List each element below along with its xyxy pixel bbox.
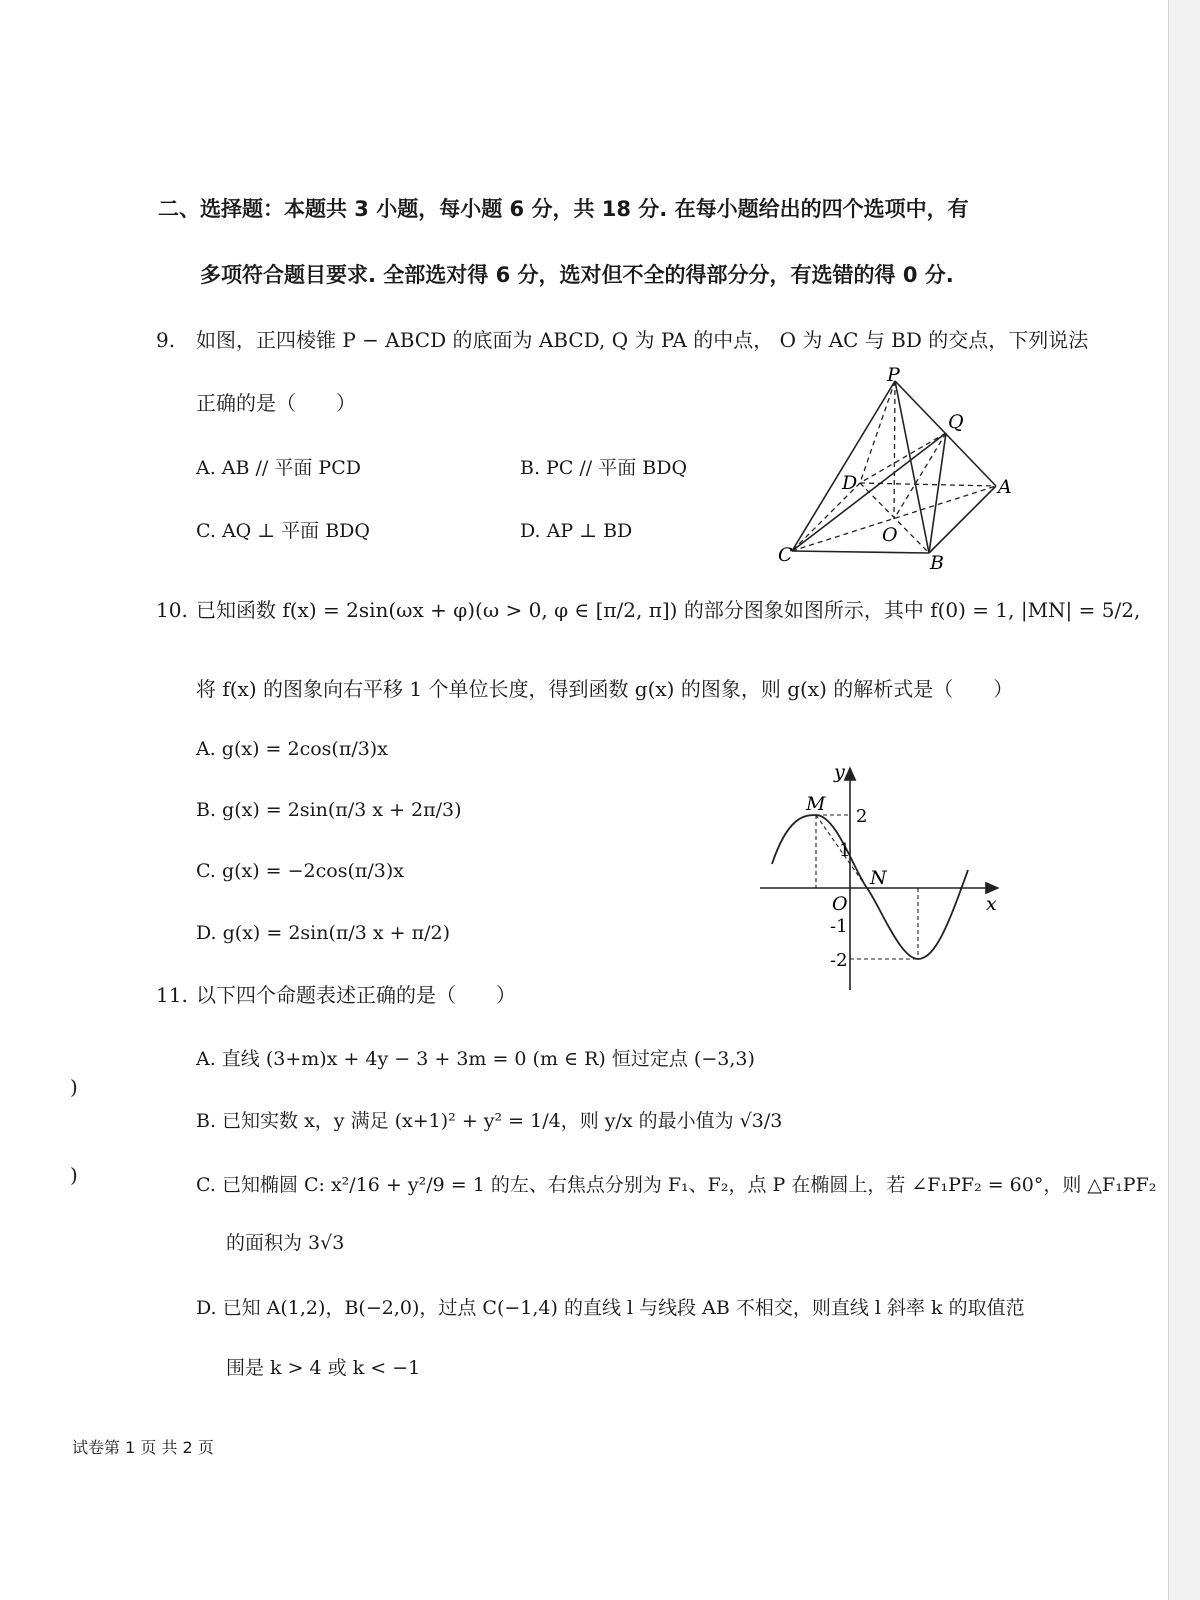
q11-option-b: B. 已知实数 x，y 满足 (x+1)² + y² = 1/4，则 y/x 的最小值为 √3/3 bbox=[196, 1110, 783, 1132]
tick-2: 2 bbox=[856, 806, 868, 827]
q10-option-d: D. g(x) = 2sin(π/3 x + π/2) bbox=[196, 922, 451, 944]
q9-option-b: B. PC // 平面 BDQ bbox=[520, 457, 688, 479]
tick-minus-1: -1 bbox=[830, 916, 848, 937]
label-a: A bbox=[998, 476, 1012, 498]
q11-number: 11. bbox=[156, 983, 188, 1007]
label-n: N bbox=[870, 867, 887, 889]
x-axis-label: x bbox=[986, 893, 997, 915]
sine-graph-figure bbox=[750, 760, 1010, 1000]
label-c: C bbox=[778, 544, 793, 566]
y-axis-label: y bbox=[834, 761, 845, 783]
section-heading-line2: 多项符合题目要求. 全部选对得 6 分，选对但不全的得部分分，有选错的得 0 分. bbox=[200, 263, 954, 287]
label-b: B bbox=[930, 552, 944, 574]
q10-option-c: C. g(x) = −2cos(π/3)x bbox=[196, 860, 404, 882]
pyramid-figure bbox=[770, 365, 1030, 575]
q11-option-c: C. 已知椭圆 C: x²/16 + y²/9 = 1 的左、右焦点分别为 F₁、F₂，点 P 在椭圆上，若 ∠F₁PF₂ = 60°，则 △F₁PF₂ bbox=[196, 1174, 1157, 1196]
q9-stem-line1: 如图，正四棱锥 P − ABCD 的底面为 ABCD, Q 为 PA 的中点， O 为 AC 与 BD 的交点，下列说法 bbox=[196, 328, 1089, 352]
q9-option-c: C. AQ ⊥ 平面 BDQ bbox=[196, 520, 370, 542]
label-m: M bbox=[806, 793, 826, 815]
page-footer: 试卷第 1 页 共 2 页 bbox=[72, 1438, 214, 1457]
q9-option-a: A. AB // 平面 PCD bbox=[196, 457, 361, 479]
q9-option-d: D. AP ⊥ BD bbox=[520, 520, 633, 542]
q10-number: 10. bbox=[156, 598, 188, 622]
q9-number: 9. bbox=[156, 328, 176, 352]
q10-stem-line1: 已知函数 f(x) = 2sin(ωx + φ)(ω > 0, φ ∈ [π/2, π]) 的部分图象如图所示，其中 f(0) = 1, |MN| = 5/2, bbox=[196, 598, 1141, 622]
tick-1: 1 bbox=[839, 840, 851, 861]
q11-stem: 以下四个命题表述正确的是（ ） bbox=[196, 983, 516, 1007]
margin-mark: ) bbox=[70, 1163, 78, 1187]
q10-option-a: A. g(x) = 2cos(π/3)x bbox=[196, 738, 388, 760]
q11-option-a: A. 直线 (3+m)x + 4y − 3 + 3m = 0 (m ∈ R) 恒过定点 (−3,3) bbox=[196, 1048, 755, 1070]
q11-option-d: D. 已知 A(1,2)，B(−2,0)，过点 C(−1,4) 的直线 l 与线段 AB 不相交，则直线 l 斜率 k 的取值范 bbox=[196, 1297, 1025, 1319]
page-edge bbox=[1168, 0, 1200, 1600]
label-o-origin: O bbox=[832, 893, 848, 915]
label-o: O bbox=[882, 524, 898, 546]
q10-stem-line2: 将 f(x) 的图象向右平移 1 个单位长度，得到函数 g(x) 的图象，则 g(x) 的解析式是（ ） bbox=[196, 677, 1014, 701]
section-heading-line1: 二、选择题：本题共 3 小题，每小题 6 分，共 18 分. 在每小题给出的四个选项中，有 bbox=[158, 197, 969, 221]
margin-mark: ) bbox=[70, 1075, 78, 1099]
q11-option-d-cont: 围是 k > 4 或 k < −1 bbox=[226, 1357, 421, 1379]
tick-minus-2: -2 bbox=[830, 950, 848, 971]
label-d: D bbox=[842, 472, 858, 494]
q11-option-c-cont: 的面积为 3√3 bbox=[226, 1232, 345, 1254]
q10-option-b: B. g(x) = 2sin(π/3 x + 2π/3) bbox=[196, 799, 462, 821]
label-q: Q bbox=[948, 411, 964, 433]
label-p: P bbox=[887, 365, 900, 386]
q9-stem-line2: 正确的是（ ） bbox=[196, 391, 356, 415]
